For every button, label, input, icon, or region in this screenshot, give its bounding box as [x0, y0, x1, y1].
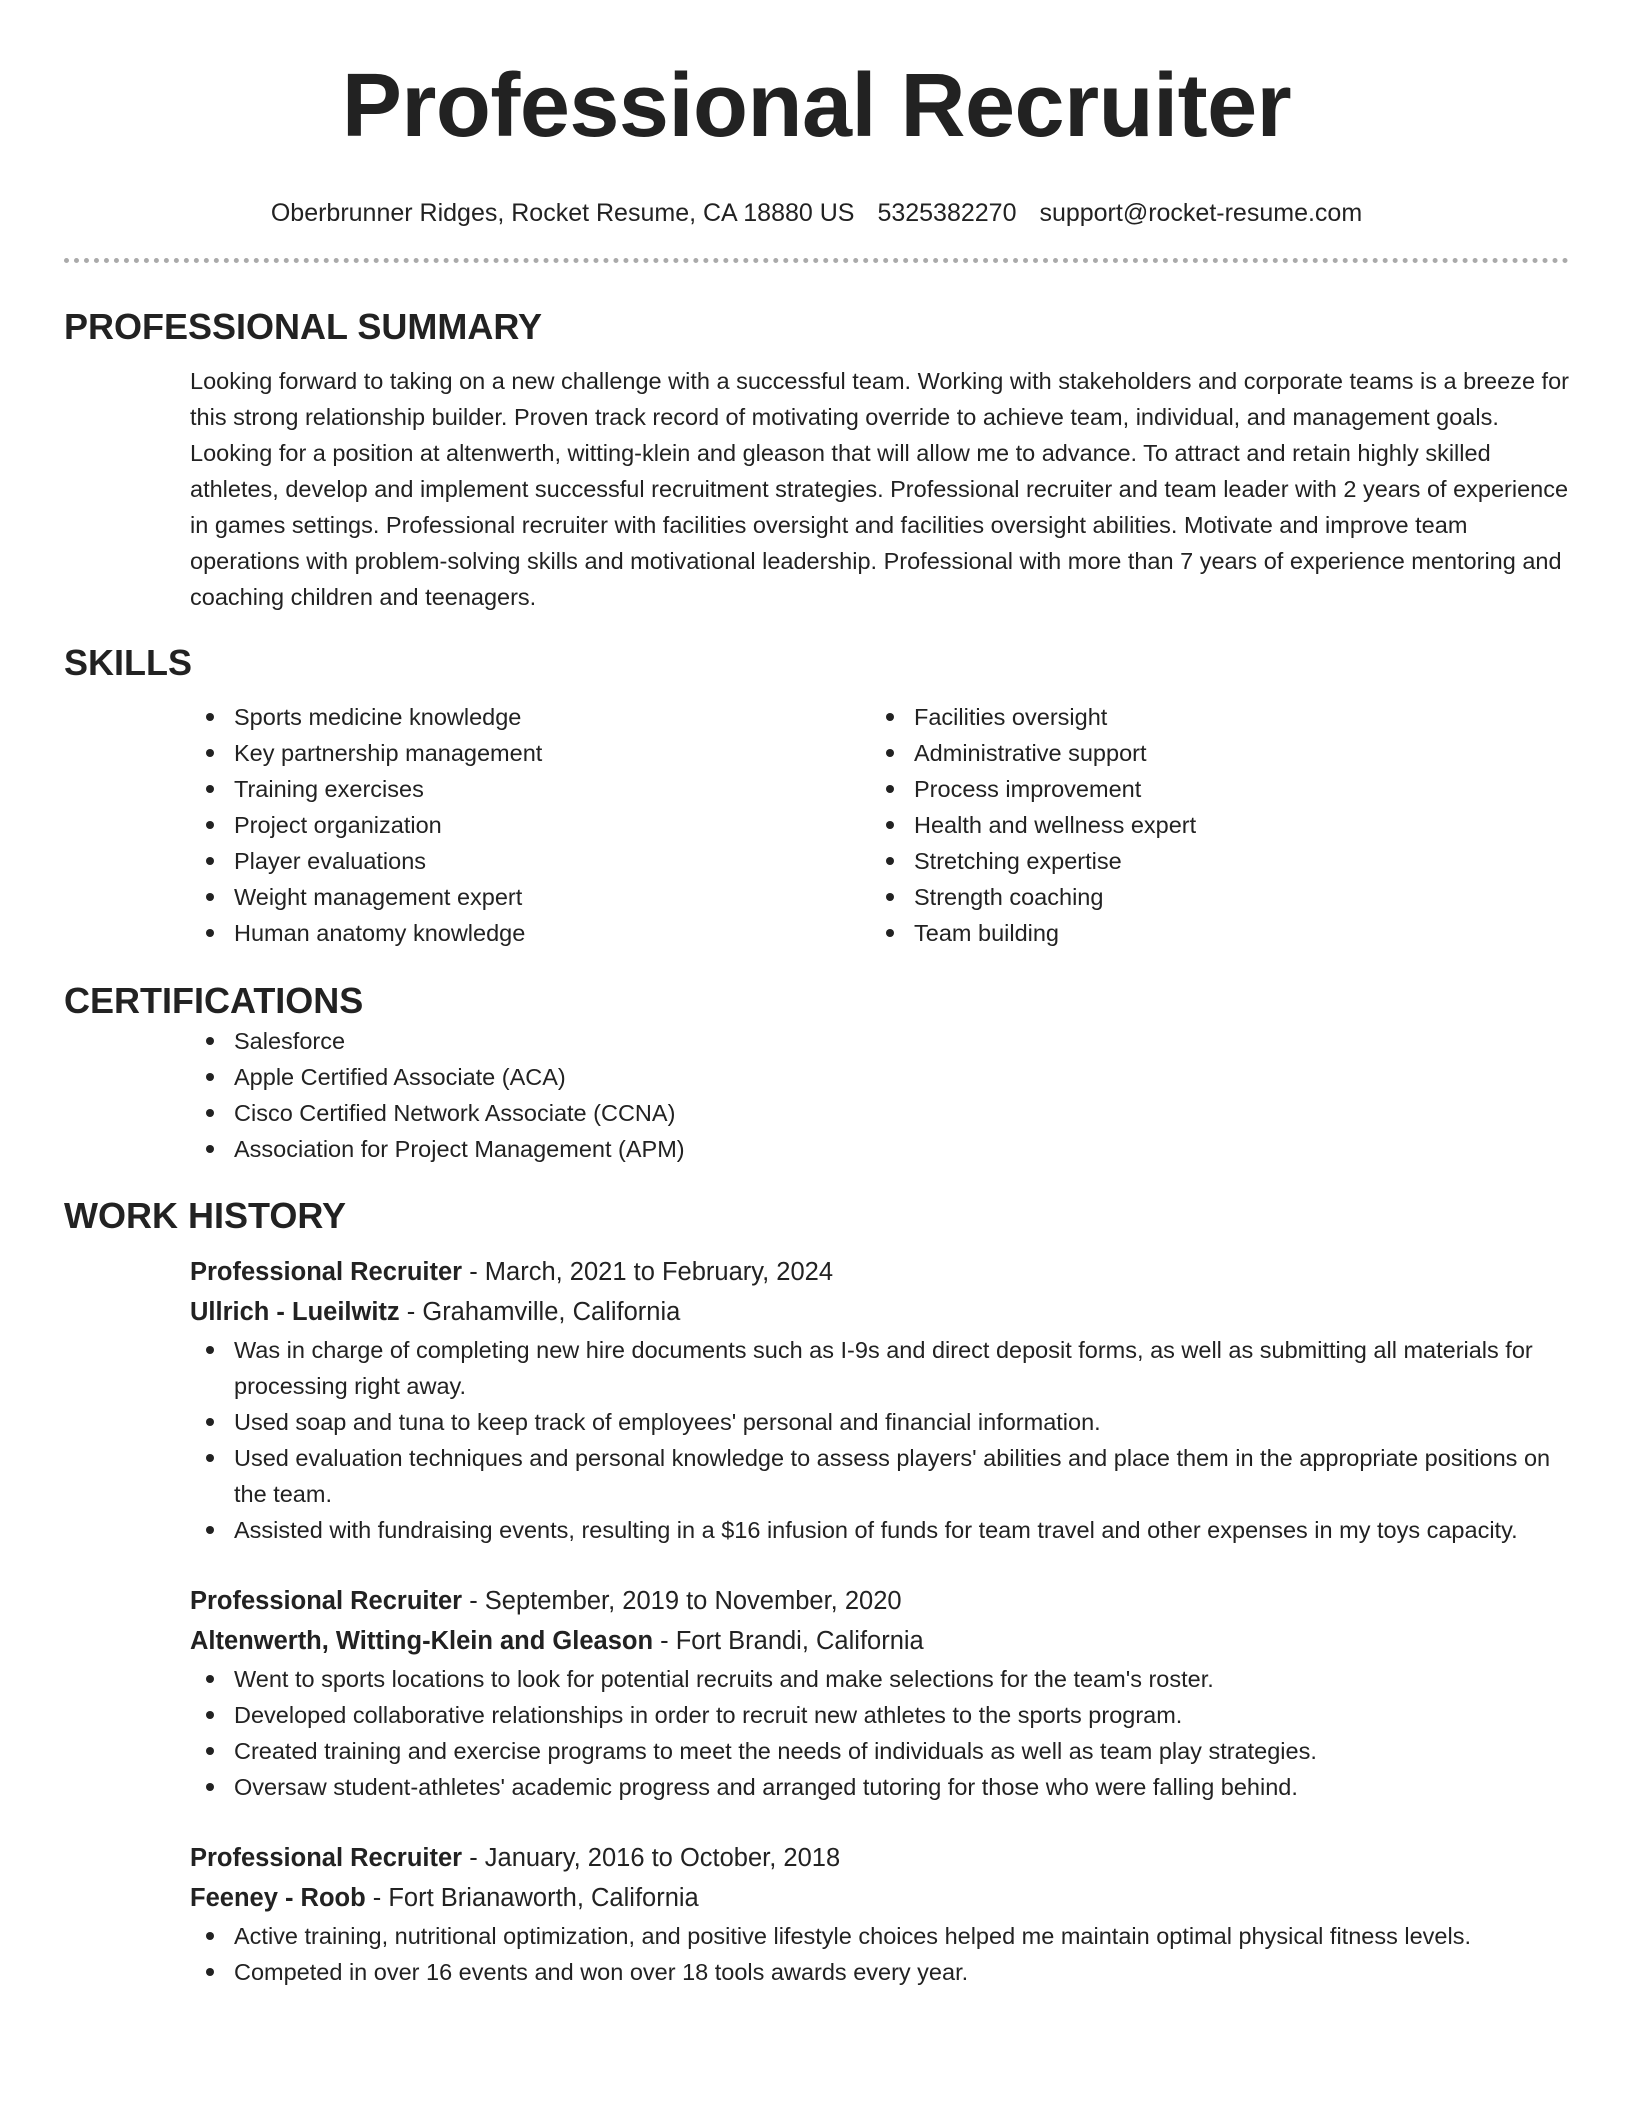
job-bullets — [190, 1332, 1569, 1548]
certification-item: Apple Certified Associate (ACA) — [190, 1059, 1569, 1095]
skill-item: Stretching expertise — [870, 843, 1550, 879]
job-bullet: Competed in over 16 events and won over 18 tools awards every year. — [190, 1954, 1569, 1990]
job-location: Fort Brandi, California — [675, 1627, 924, 1655]
job-location: Grahamville, California — [422, 1298, 681, 1326]
separator: - — [462, 1587, 485, 1615]
contact-address: Oberbrunner Ridges, Rocket Resume, CA 18880 US — [270, 199, 855, 227]
job-bullet: Used evaluation techniques and personal knowledge to assess players' abilities and place them in the appropriate positions on the team. — [190, 1440, 1569, 1512]
job-bullet: Went to sports locations to look for potential recruits and make selections for the team's roster. — [190, 1661, 1569, 1697]
job-bullet: Developed collaborative relationships in order to recruit new athletes to the sports program. — [190, 1697, 1569, 1733]
job-company-line — [190, 1621, 1569, 1661]
skill-item: Team building — [870, 915, 1550, 951]
work-history-title: WORK HISTORY — [64, 1195, 347, 1236]
job-dates: September, 2019 to November, 2020 — [484, 1587, 902, 1615]
separator: - — [399, 1298, 423, 1326]
skill-item: Health and wellness expert — [870, 807, 1550, 843]
job-company: Ullrich - Lueilwitz — [190, 1298, 400, 1326]
job-bullet: Assisted with fundraising events, resulting in a $16 infusion of funds for team travel and other expenses in my toys capacity. — [190, 1512, 1569, 1548]
job-title-line — [190, 1252, 1569, 1292]
certification-item: Cisco Certified Network Associate (CCNA) — [190, 1095, 1569, 1131]
job-entry — [190, 1252, 1569, 1548]
skill-item: Weight management expert — [190, 879, 870, 915]
skill-item: Sports medicine knowledge — [190, 699, 870, 735]
skill-item: Administrative support — [870, 735, 1550, 771]
skill-item: Key partnership management — [190, 735, 870, 771]
job-entry — [190, 1581, 1569, 1805]
job-title-line — [190, 1581, 1569, 1621]
separator: - — [653, 1627, 676, 1655]
skill-item: Player evaluations — [190, 843, 870, 879]
job-entry — [190, 1838, 1569, 1990]
skills-list-left — [190, 699, 870, 951]
job-company-line — [190, 1878, 1569, 1918]
separator: - — [365, 1884, 389, 1912]
job-role: Professional Recruiter — [190, 1258, 463, 1286]
contact-phone: 5325382270 — [877, 199, 1017, 227]
job-bullet: Created training and exercise programs to meet the needs of individuals as well as team play strategies. — [190, 1733, 1569, 1769]
summary-text: Looking forward to taking on a new challenge with a successful team. Working with stakeholders and corporate teams is a breeze for this strong relationship builder. Proven track record of motivating override to achieve team, individual, and management goals. Looking for a position at altenwerth, witting-klein and gleason that will allow me to advance. To attract and retain highly skilled athletes, develop and implement successful recruitment strategies. Professional recruiter and team leader with 2 years of experience in games settings. Professional recruiter with facilities oversight and facilities oversight abilities. Motivate and improve team operations with problem-solving skills and motivational leadership. Professional with more than 7 years of experience mentoring and coaching children and teenagers. — [190, 368, 1569, 610]
contact-line — [64, 198, 1569, 228]
skill-item: Process improvement — [870, 771, 1550, 807]
certifications-title: CERTIFICATIONS — [64, 980, 364, 1021]
skill-item: Facilities oversight — [870, 699, 1550, 735]
work-history-section — [64, 1194, 1569, 1990]
header-divider — [64, 258, 1569, 263]
job-bullet: Was in charge of completing new hire documents such as I-9s and direct deposit forms, as well as submitting all materials for processing right away. — [190, 1332, 1569, 1404]
resume-name: Professional Recruiter — [341, 56, 1292, 156]
job-company: Altenwerth, Witting-Klein and Gleason — [190, 1627, 654, 1655]
resume-page — [64, 0, 1569, 1990]
skill-item: Training exercises — [190, 771, 870, 807]
job-bullets — [190, 1661, 1569, 1805]
job-title-line — [190, 1838, 1569, 1878]
job-company-line — [190, 1292, 1569, 1332]
certification-item: Salesforce — [190, 1023, 1569, 1059]
separator: - — [462, 1844, 485, 1872]
certifications-section — [64, 979, 1569, 1167]
certifications-list — [190, 1023, 1569, 1167]
job-role: Professional Recruiter — [190, 1587, 463, 1615]
separator: - — [462, 1258, 485, 1286]
summary-section — [64, 305, 1569, 615]
skill-item: Strength coaching — [870, 879, 1550, 915]
certification-item: Association for Project Management (APM) — [190, 1131, 1569, 1167]
skills-list-right — [870, 699, 1550, 951]
job-bullet: Active training, nutritional optimization, and positive lifestyle choices helped me maintain optimal physical fitness levels. — [190, 1918, 1569, 1954]
summary-title: PROFESSIONAL SUMMARY — [64, 306, 543, 347]
contact-email: support@rocket-resume.com — [1039, 199, 1363, 227]
skills-title: SKILLS — [64, 642, 193, 683]
job-company: Feeney - Roob — [190, 1884, 366, 1912]
job-dates: January, 2016 to October, 2018 — [484, 1844, 841, 1872]
skills-section — [64, 641, 1569, 951]
job-dates: March, 2021 to February, 2024 — [484, 1258, 834, 1286]
skill-item: Human anatomy knowledge — [190, 915, 870, 951]
skill-item: Project organization — [190, 807, 870, 843]
job-role: Professional Recruiter — [190, 1844, 463, 1872]
job-location: Fort Brianaworth, California — [388, 1884, 699, 1912]
job-bullet: Used soap and tuna to keep track of employees' personal and financial information. — [190, 1404, 1569, 1440]
job-bullet: Oversaw student-athletes' academic progress and arranged tutoring for those who were falling behind. — [190, 1769, 1569, 1805]
job-bullets — [190, 1918, 1569, 1990]
